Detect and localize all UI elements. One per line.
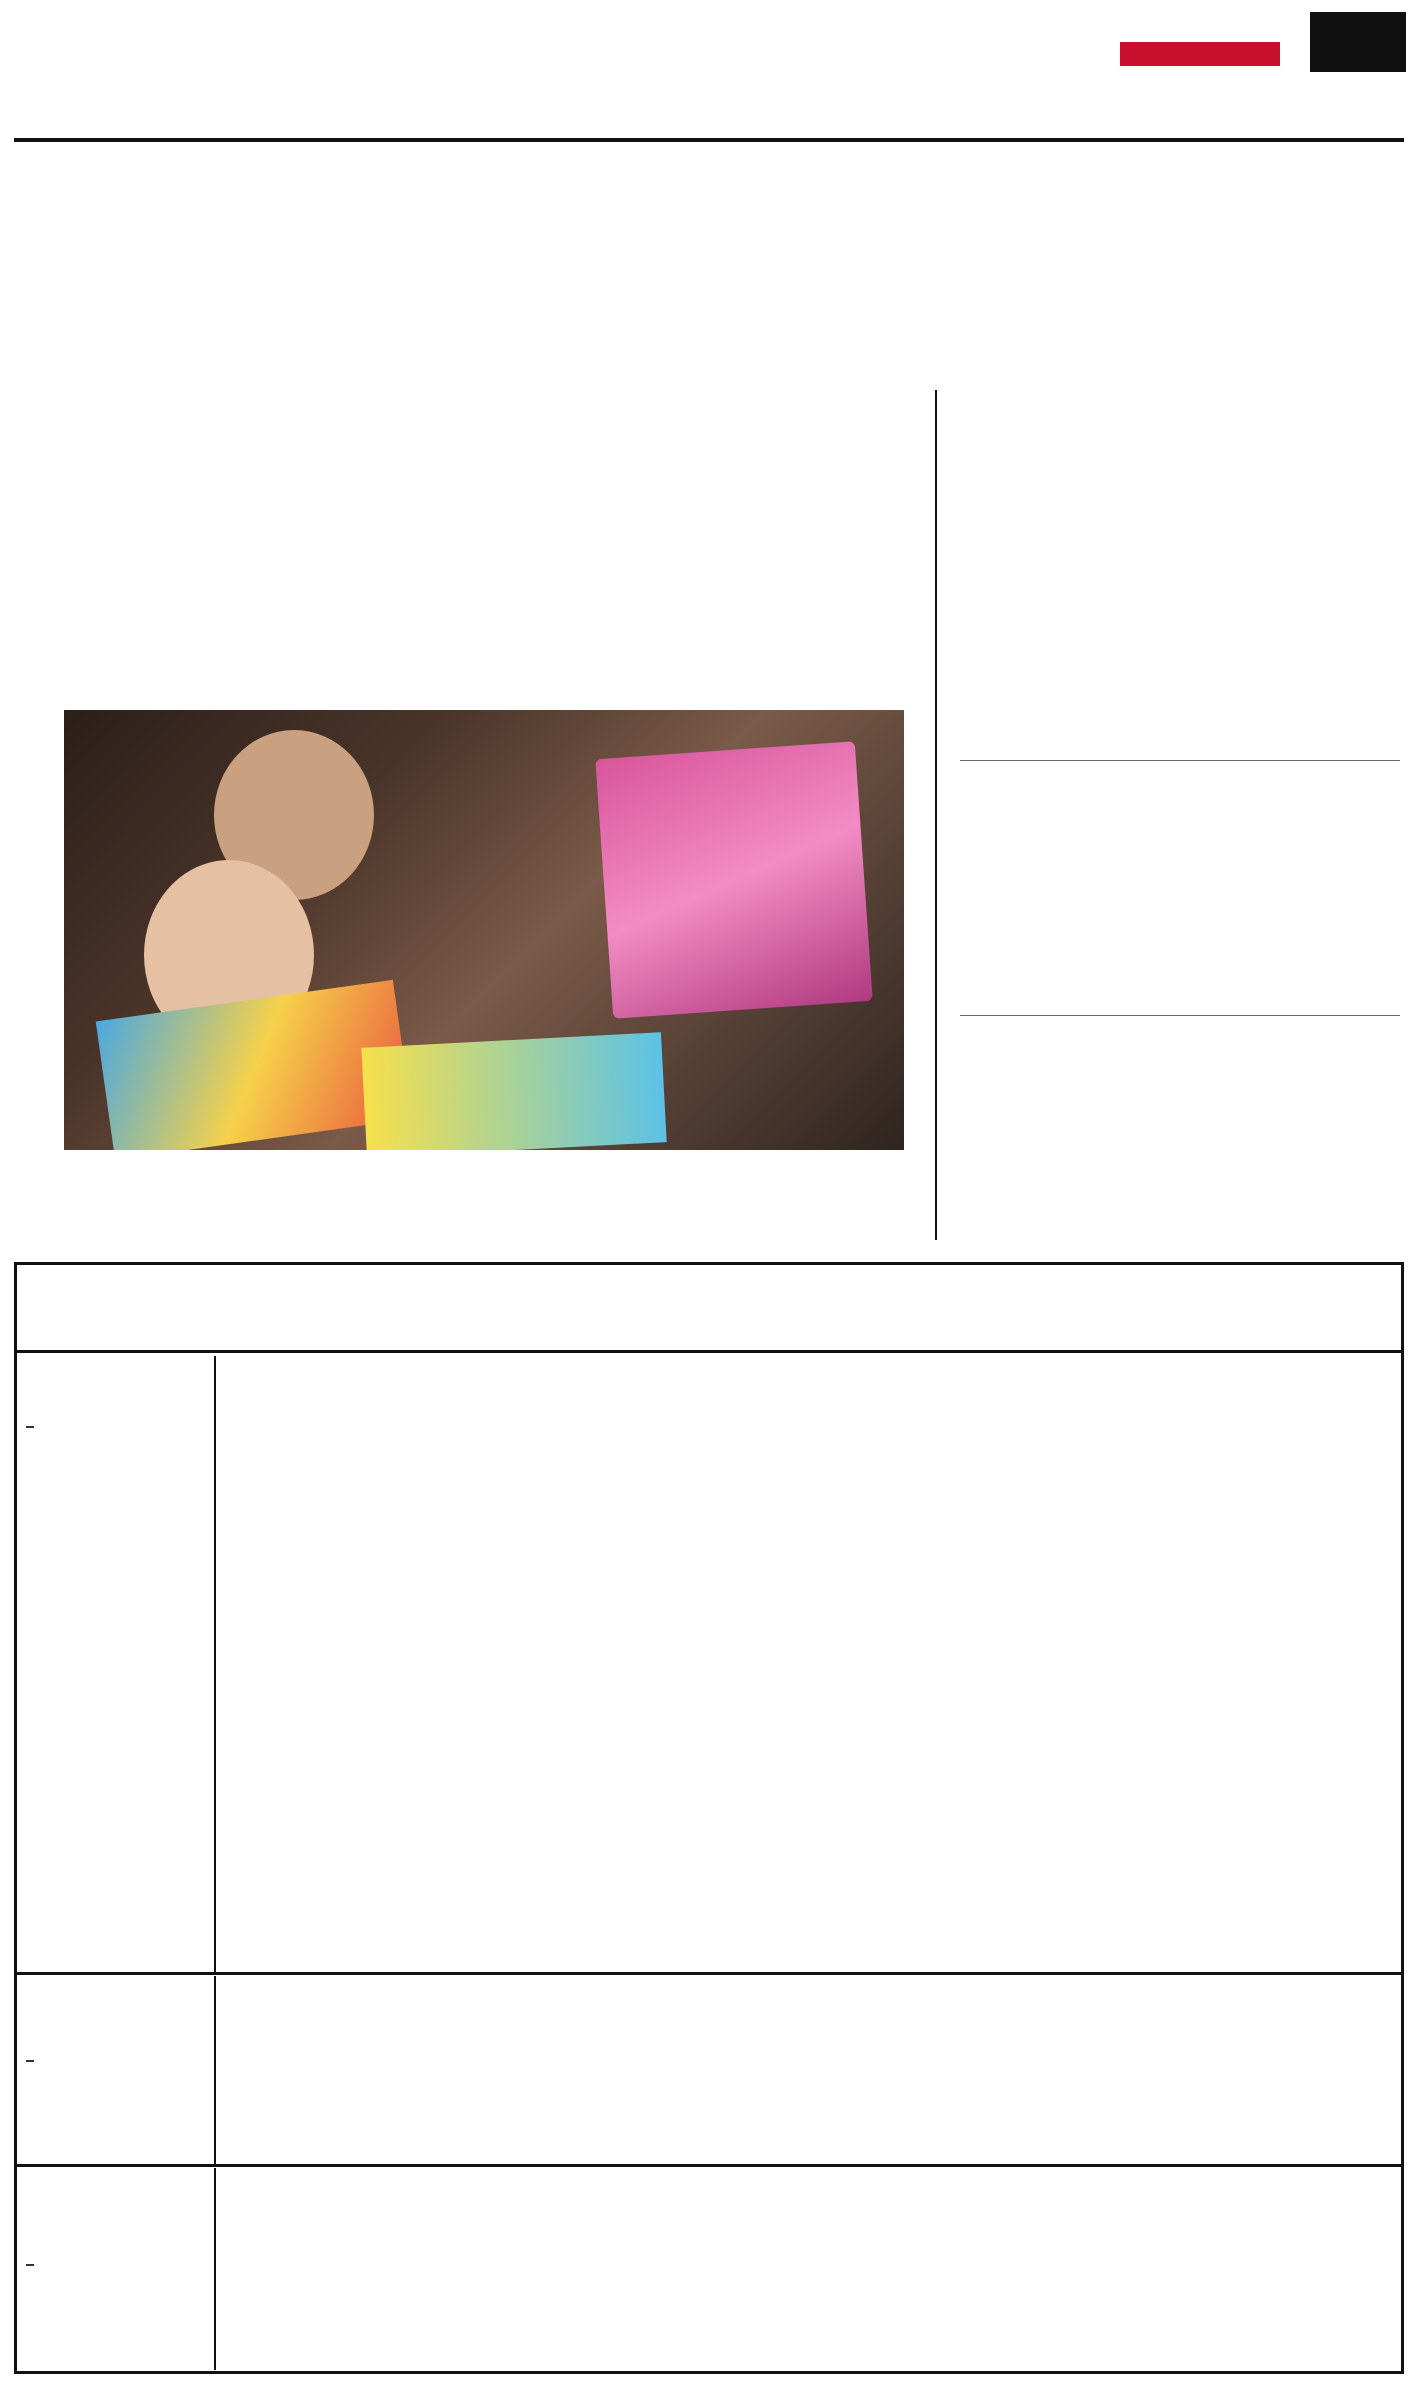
page-number bbox=[1310, 12, 1406, 72]
side-divider bbox=[960, 1015, 1400, 1016]
photo-book-2 bbox=[361, 1032, 666, 1150]
side-divider bbox=[960, 760, 1400, 761]
ad-grid bbox=[216, 1353, 1404, 2371]
top-rule bbox=[14, 138, 1404, 142]
side-story-2-col-a bbox=[985, 830, 1180, 1020]
section-bar bbox=[1120, 42, 1280, 66]
column-divider bbox=[935, 390, 937, 1240]
cat-column-technical bbox=[18, 1976, 216, 2164]
lead-col-2 bbox=[352, 390, 620, 708]
lead-photo bbox=[64, 710, 904, 1150]
photo-gift-box bbox=[595, 741, 873, 1019]
side-story-3-col-b bbox=[1200, 1088, 1395, 1238]
side-story-1-col-b bbox=[1200, 508, 1395, 748]
cat-phone bbox=[26, 2264, 34, 2266]
cat-phone bbox=[26, 2060, 34, 2062]
lead-col-3 bbox=[640, 390, 906, 708]
side-story-3-col-a bbox=[985, 1088, 1180, 1238]
cat-column-catering bbox=[18, 2168, 216, 2370]
side-story-1-col-a bbox=[985, 508, 1180, 748]
side-story-2-col-b bbox=[1200, 830, 1395, 1020]
cat-column-general bbox=[18, 1356, 216, 1972]
lead-col-1 bbox=[64, 408, 332, 708]
cat-phone bbox=[26, 1426, 34, 1428]
